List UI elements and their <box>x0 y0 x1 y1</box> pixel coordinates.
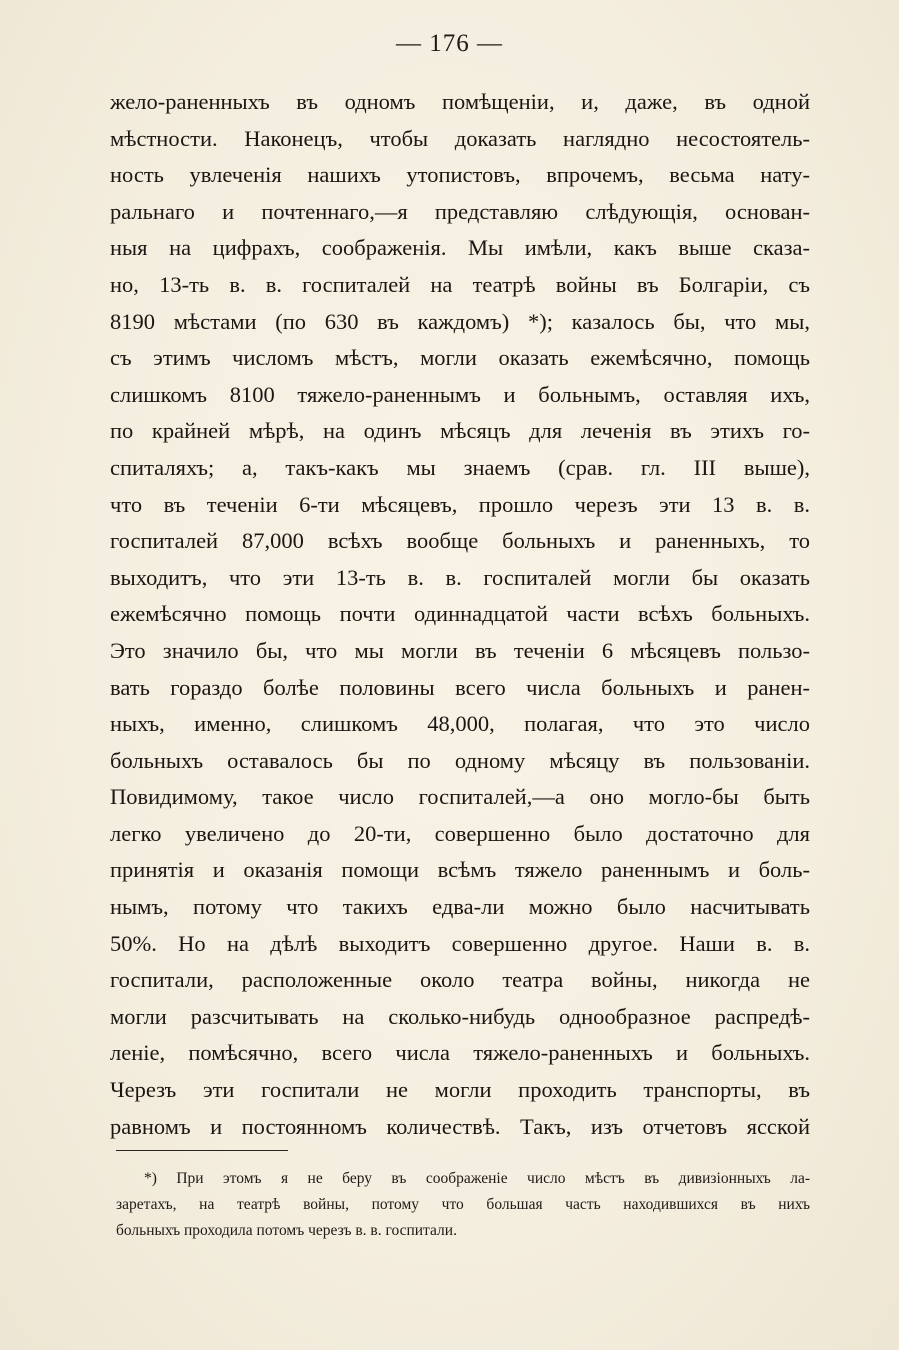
text-line: нымъ, потому что такихъ едва-ли можно было насчитывать <box>110 894 810 920</box>
footnote-separator <box>116 1150 288 1151</box>
text-line: леніе, помѣсячно, всего числа тяжело-раненныхъ и больныхъ. <box>110 1040 810 1066</box>
main-text <box>110 84 810 1145</box>
text-line: Черезъ эти госпитали не могли проходить транспорты, въ <box>110 1077 810 1103</box>
text-line: 50%. Но на дѣлѣ выходитъ совершенно другое. Наши в. в. <box>110 930 810 956</box>
text-line: Это значило бы, что мы могли въ теченіи 6 мѣсяцевъ пользо- <box>110 637 810 663</box>
text-line: госпиталей 87,000 всѣхъ вообще больныхъ и раненныхъ, то <box>110 528 810 554</box>
text-line: вать гораздо болѣе половины всего числа больныхъ и ранен- <box>110 674 810 700</box>
text-line: ныя на цифрахъ, соображенія. Мы имѣли, какъ выше сказа- <box>110 235 810 261</box>
text-line: легко увеличено до 20-ти, совершенно было достаточно для <box>110 820 810 846</box>
text-line: по крайней мѣрѣ, на одинъ мѣсяцъ для леченія въ этихъ го- <box>110 418 810 444</box>
page-number: — 176 — <box>396 30 503 57</box>
text-line: слишкомъ 8100 тяжело-раненнымъ и больнымъ, оставляя ихъ, <box>110 381 810 407</box>
text-line: могли разсчитывать на сколько-нибудь однообразное распредѣ- <box>110 1003 810 1029</box>
text-line: Повидимому, такое число госпиталей,—а оно могло-бы быть <box>110 784 810 810</box>
text-line: госпитали, расположенные около театра войны, никогда не <box>110 967 810 993</box>
footnote-line: *) При этомъ я не беру въ соображеніе число мѣстъ въ дивизіонныхъ ла- <box>144 1170 810 1187</box>
text-line: 8190 мѣстами (по 630 въ каждомъ) *); казалось бы, что мы, <box>110 308 810 334</box>
text-line: ныхъ, именно, слишкомъ 48,000, полагая, что это число <box>110 711 810 737</box>
footnote-line: больныхъ проходила потомъ черезъ в. в. госпитали. <box>116 1222 457 1239</box>
text-line: ность увлеченія нашихъ утопистовъ, впрочемъ, весьма нату- <box>110 162 810 188</box>
text-line: мѣстности. Наконецъ, чтобы доказать наглядно несостоятель- <box>110 125 810 151</box>
footnote <box>116 1166 810 1244</box>
text-line: жело-раненныхъ въ одномъ помѣщеніи, и, даже, въ одной <box>110 89 810 114</box>
text-line: съ этимъ числомъ мѣстъ, могли оказать ежемѣсячно, помощь <box>110 345 810 371</box>
text-line: больныхъ оставалось бы по одному мѣсяцу въ пользованіи. <box>110 747 810 773</box>
footnote-line: заретахъ, на театрѣ войны, потому что большая часть находившихся въ нихъ <box>116 1196 810 1213</box>
text-line: выходитъ, что эти 13-ть в. в. госпиталей могли бы оказать <box>110 564 810 590</box>
text-line: ральнаго и почтеннаго,—я представляю слѣдующія, основан- <box>110 198 810 224</box>
text-line: ежемѣсячно помощь почти одиннадцатой части всѣхъ больныхъ. <box>110 601 810 627</box>
text-line: но, 13-ть в. в. госпиталей на театрѣ войны въ Болгаріи, съ <box>110 271 810 297</box>
text-line: что въ теченіи 6-ти мѣсяцевъ, прошло черезъ эти 13 в. в. <box>110 491 810 517</box>
text-line: принятія и оказанія помощи всѣмъ тяжело раненнымъ и боль- <box>110 857 810 883</box>
text-line: спиталяхъ; а, такъ-какъ мы знаемъ (срав. гл. III выше), <box>110 454 810 480</box>
text-line: равномъ и постоянномъ количествѣ. Такъ, изъ отчетовъ ясской <box>110 1113 810 1139</box>
